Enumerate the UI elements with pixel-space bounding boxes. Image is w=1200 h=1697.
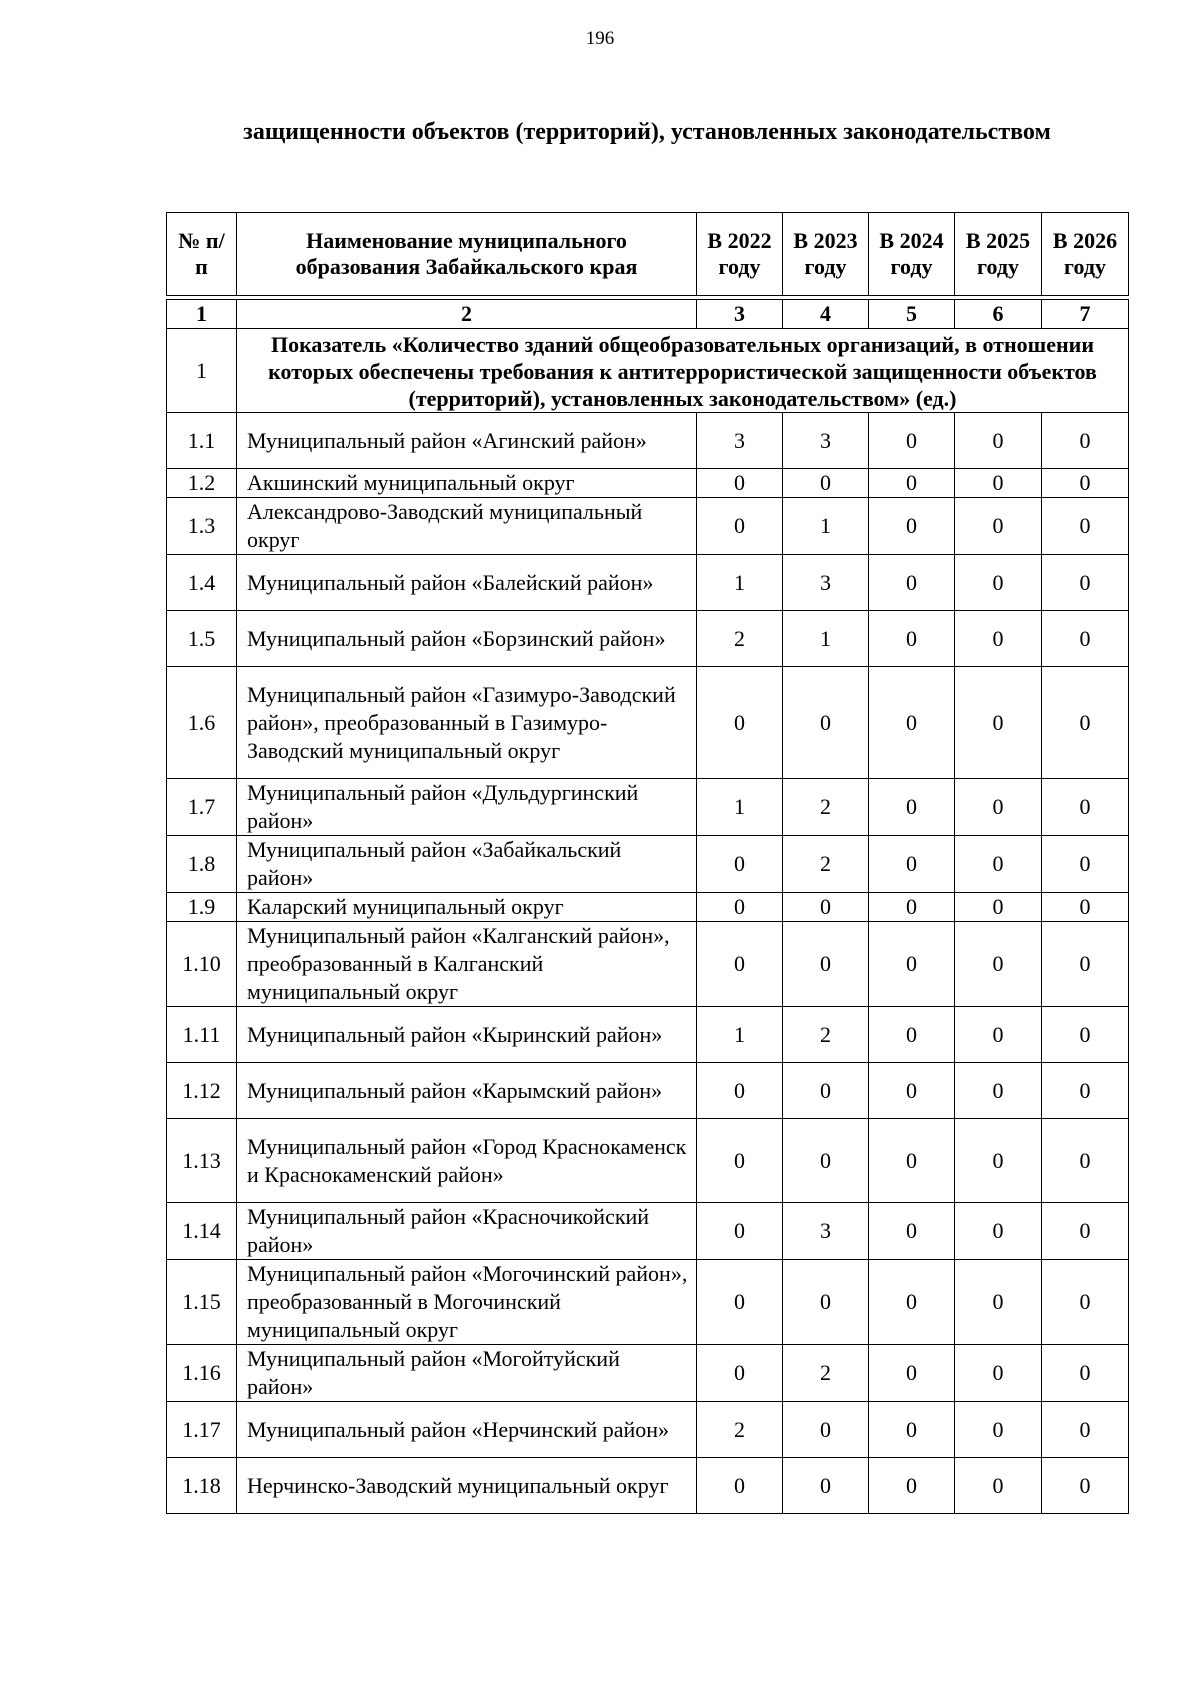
data-table xyxy=(166,212,1129,1514)
table-row xyxy=(167,469,1129,498)
value-cell-2024: 0 xyxy=(869,1119,955,1203)
value-cell-2026: 0 xyxy=(1042,1007,1129,1063)
value-cell-2022: 0 xyxy=(697,922,783,1007)
column-number-row xyxy=(167,300,1129,329)
column-number-cell: 6 xyxy=(955,300,1042,329)
table-row xyxy=(167,1007,1129,1063)
table-row xyxy=(167,836,1129,893)
value-cell-2025: 0 xyxy=(955,1007,1042,1063)
column-number-cell: 7 xyxy=(1042,300,1129,329)
row-number-cell: 1.12 xyxy=(167,1063,237,1119)
value-cell-2022: 3 xyxy=(697,413,783,469)
value-cell-2023: 1 xyxy=(783,611,869,667)
table-row xyxy=(167,1119,1129,1203)
document-title: защищенности объектов (территорий), установленных законодательством xyxy=(243,119,1051,145)
value-cell-2022: 0 xyxy=(697,469,783,498)
value-cell-2025: 0 xyxy=(955,1063,1042,1119)
value-cell-2025: 0 xyxy=(955,555,1042,611)
value-cell-2023: 2 xyxy=(783,836,869,893)
row-number-cell: 1.5 xyxy=(167,611,237,667)
municipality-name-cell: Акшинский муниципальный округ xyxy=(237,469,697,498)
value-cell-2025: 0 xyxy=(955,1345,1042,1402)
table-row xyxy=(167,893,1129,922)
value-cell-2026: 0 xyxy=(1042,498,1129,555)
municipality-name-cell: Нерчинско-Заводский муниципальный округ xyxy=(237,1458,697,1514)
municipality-name-cell: Муниципальный район «Карымский район» xyxy=(237,1063,697,1119)
row-number-cell: 1.6 xyxy=(167,667,237,779)
value-cell-2026: 0 xyxy=(1042,667,1129,779)
value-cell-2026: 0 xyxy=(1042,1063,1129,1119)
municipality-name-cell: Муниципальный район «Красночикойский район» xyxy=(237,1203,697,1260)
value-cell-2025: 0 xyxy=(955,836,1042,893)
value-cell-2022: 2 xyxy=(697,611,783,667)
header-row xyxy=(167,213,1129,296)
header-cell-number: № п/п xyxy=(167,213,237,296)
municipality-name-cell: Муниципальный район «Могочинский район», преобразованный в Могочинский муниципальный округ xyxy=(237,1260,697,1345)
value-cell-2025: 0 xyxy=(955,1458,1042,1514)
table-row xyxy=(167,922,1129,1007)
table-row xyxy=(167,498,1129,555)
value-cell-2024: 0 xyxy=(869,836,955,893)
value-cell-2022: 0 xyxy=(697,667,783,779)
header-cell-name: Наименование муниципального образования Забайкальского края xyxy=(237,213,697,296)
value-cell-2025: 0 xyxy=(955,667,1042,779)
row-number-cell: 1.11 xyxy=(167,1007,237,1063)
value-cell-2026: 0 xyxy=(1042,469,1129,498)
value-cell-2026: 0 xyxy=(1042,1119,1129,1203)
row-number-cell: 1.3 xyxy=(167,498,237,555)
value-cell-2025: 0 xyxy=(955,498,1042,555)
municipality-name-cell: Муниципальный район «Забайкальский район» xyxy=(237,836,697,893)
value-cell-2024: 0 xyxy=(869,1007,955,1063)
row-number-cell: 1.2 xyxy=(167,469,237,498)
value-cell-2026: 0 xyxy=(1042,1260,1129,1345)
municipality-name-cell: Муниципальный район «Агинский район» xyxy=(237,413,697,469)
value-cell-2023: 2 xyxy=(783,779,869,836)
value-cell-2026: 0 xyxy=(1042,1203,1129,1260)
table-row xyxy=(167,555,1129,611)
municipality-name-cell: Муниципальный район «Кыринский район» xyxy=(237,1007,697,1063)
column-number-cell: 4 xyxy=(783,300,869,329)
value-cell-2026: 0 xyxy=(1042,611,1129,667)
row-number-cell: 1.18 xyxy=(167,1458,237,1514)
column-number-cell: 2 xyxy=(237,300,697,329)
value-cell-2022: 1 xyxy=(697,779,783,836)
header-cell-2026: В 2026 году xyxy=(1042,213,1129,296)
value-cell-2023: 2 xyxy=(783,1007,869,1063)
value-cell-2022: 1 xyxy=(697,1007,783,1063)
municipality-name-cell: Муниципальный район «Нерчинский район» xyxy=(237,1402,697,1458)
value-cell-2023: 3 xyxy=(783,555,869,611)
value-cell-2024: 0 xyxy=(869,667,955,779)
value-cell-2025: 0 xyxy=(955,779,1042,836)
value-cell-2024: 0 xyxy=(869,893,955,922)
value-cell-2026: 0 xyxy=(1042,779,1129,836)
value-cell-2025: 0 xyxy=(955,469,1042,498)
table-row xyxy=(167,667,1129,779)
section-title: Показатель «Количество зданий общеобразовательных организаций, в отношении которых обеспечены требования к антитеррористической защищенности объектов (территорий), установленных законодательством» (ед.) xyxy=(237,329,1129,413)
value-cell-2022: 2 xyxy=(697,1402,783,1458)
value-cell-2025: 0 xyxy=(955,1203,1042,1260)
value-cell-2024: 0 xyxy=(869,1458,955,1514)
value-cell-2022: 0 xyxy=(697,1260,783,1345)
municipality-name-cell: Каларский муниципальный округ xyxy=(237,893,697,922)
value-cell-2023: 0 xyxy=(783,922,869,1007)
value-cell-2022: 0 xyxy=(697,1458,783,1514)
row-number-cell: 1.8 xyxy=(167,836,237,893)
value-cell-2023: 2 xyxy=(783,1345,869,1402)
row-number-cell: 1.15 xyxy=(167,1260,237,1345)
table-row xyxy=(167,1063,1129,1119)
value-cell-2022: 0 xyxy=(697,1345,783,1402)
value-cell-2024: 0 xyxy=(869,555,955,611)
value-cell-2023: 0 xyxy=(783,1063,869,1119)
row-number-cell: 1.16 xyxy=(167,1345,237,1402)
value-cell-2024: 0 xyxy=(869,1203,955,1260)
value-cell-2025: 0 xyxy=(955,611,1042,667)
value-cell-2024: 0 xyxy=(869,779,955,836)
row-number-cell: 1.4 xyxy=(167,555,237,611)
value-cell-2024: 0 xyxy=(869,922,955,1007)
value-cell-2024: 0 xyxy=(869,1345,955,1402)
table-row xyxy=(167,1458,1129,1514)
value-cell-2023: 0 xyxy=(783,667,869,779)
municipality-name-cell: Муниципальный район «Город Краснокаменск и Краснокаменский район» xyxy=(237,1119,697,1203)
municipality-name-cell: Муниципальный район «Калганский район», преобразованный в Калганский муниципальный округ xyxy=(237,922,697,1007)
value-cell-2023: 0 xyxy=(783,1260,869,1345)
table-row xyxy=(167,413,1129,469)
row-number-cell: 1.14 xyxy=(167,1203,237,1260)
value-cell-2023: 0 xyxy=(783,1402,869,1458)
value-cell-2026: 0 xyxy=(1042,1458,1129,1514)
municipality-name-cell: Муниципальный район «Могойтуйский район» xyxy=(237,1345,697,1402)
value-cell-2026: 0 xyxy=(1042,413,1129,469)
value-cell-2023: 0 xyxy=(783,893,869,922)
row-number-cell: 1.9 xyxy=(167,893,237,922)
value-cell-2023: 3 xyxy=(783,1203,869,1260)
section-number: 1 xyxy=(167,329,237,413)
value-cell-2026: 0 xyxy=(1042,836,1129,893)
header-cell-2022: В 2022 году xyxy=(697,213,783,296)
table-row xyxy=(167,1345,1129,1402)
row-number-cell: 1.1 xyxy=(167,413,237,469)
value-cell-2022: 0 xyxy=(697,1119,783,1203)
value-cell-2025: 0 xyxy=(955,893,1042,922)
value-cell-2024: 0 xyxy=(869,1260,955,1345)
value-cell-2022: 0 xyxy=(697,498,783,555)
value-cell-2026: 0 xyxy=(1042,1345,1129,1402)
value-cell-2025: 0 xyxy=(955,922,1042,1007)
value-cell-2025: 0 xyxy=(955,413,1042,469)
value-cell-2023: 0 xyxy=(783,1458,869,1514)
value-cell-2022: 0 xyxy=(697,1203,783,1260)
header-cell-2024: В 2024 году xyxy=(869,213,955,296)
section-row xyxy=(167,329,1129,413)
value-cell-2026: 0 xyxy=(1042,1402,1129,1458)
value-cell-2025: 0 xyxy=(955,1119,1042,1203)
value-cell-2023: 0 xyxy=(783,469,869,498)
value-cell-2023: 1 xyxy=(783,498,869,555)
page-number: 196 xyxy=(585,28,615,49)
value-cell-2023: 0 xyxy=(783,1119,869,1203)
value-cell-2026: 0 xyxy=(1042,893,1129,922)
table-row xyxy=(167,779,1129,836)
value-cell-2024: 0 xyxy=(869,413,955,469)
value-cell-2026: 0 xyxy=(1042,555,1129,611)
value-cell-2026: 0 xyxy=(1042,922,1129,1007)
value-cell-2022: 0 xyxy=(697,1063,783,1119)
municipality-name-cell: Муниципальный район «Газимуро-Заводский район», преобразованный в Газимуро-Заводский муниципальный округ xyxy=(237,667,697,779)
value-cell-2024: 0 xyxy=(869,1063,955,1119)
value-cell-2022: 1 xyxy=(697,555,783,611)
value-cell-2024: 0 xyxy=(869,1402,955,1458)
column-number-cell: 1 xyxy=(167,300,237,329)
value-cell-2024: 0 xyxy=(869,469,955,498)
column-number-cell: 3 xyxy=(697,300,783,329)
row-number-cell: 1.17 xyxy=(167,1402,237,1458)
table-row xyxy=(167,611,1129,667)
value-cell-2022: 0 xyxy=(697,893,783,922)
table-row xyxy=(167,1203,1129,1260)
value-cell-2025: 0 xyxy=(955,1260,1042,1345)
table-row xyxy=(167,1402,1129,1458)
row-number-cell: 1.10 xyxy=(167,922,237,1007)
value-cell-2022: 0 xyxy=(697,836,783,893)
value-cell-2024: 0 xyxy=(869,611,955,667)
table-row xyxy=(167,1260,1129,1345)
value-cell-2023: 3 xyxy=(783,413,869,469)
municipality-name-cell: Муниципальный район «Балейский район» xyxy=(237,555,697,611)
value-cell-2025: 0 xyxy=(955,1402,1042,1458)
header-cell-2023: В 2023 году xyxy=(783,213,869,296)
value-cell-2024: 0 xyxy=(869,498,955,555)
municipality-name-cell: Муниципальный район «Дульдургинский район» xyxy=(237,779,697,836)
municipality-name-cell: Александрово-Заводский муниципальный округ xyxy=(237,498,697,555)
row-number-cell: 1.7 xyxy=(167,779,237,836)
municipality-name-cell: Муниципальный район «Борзинский район» xyxy=(237,611,697,667)
header-cell-2025: В 2025 году xyxy=(955,213,1042,296)
column-number-cell: 5 xyxy=(869,300,955,329)
row-number-cell: 1.13 xyxy=(167,1119,237,1203)
